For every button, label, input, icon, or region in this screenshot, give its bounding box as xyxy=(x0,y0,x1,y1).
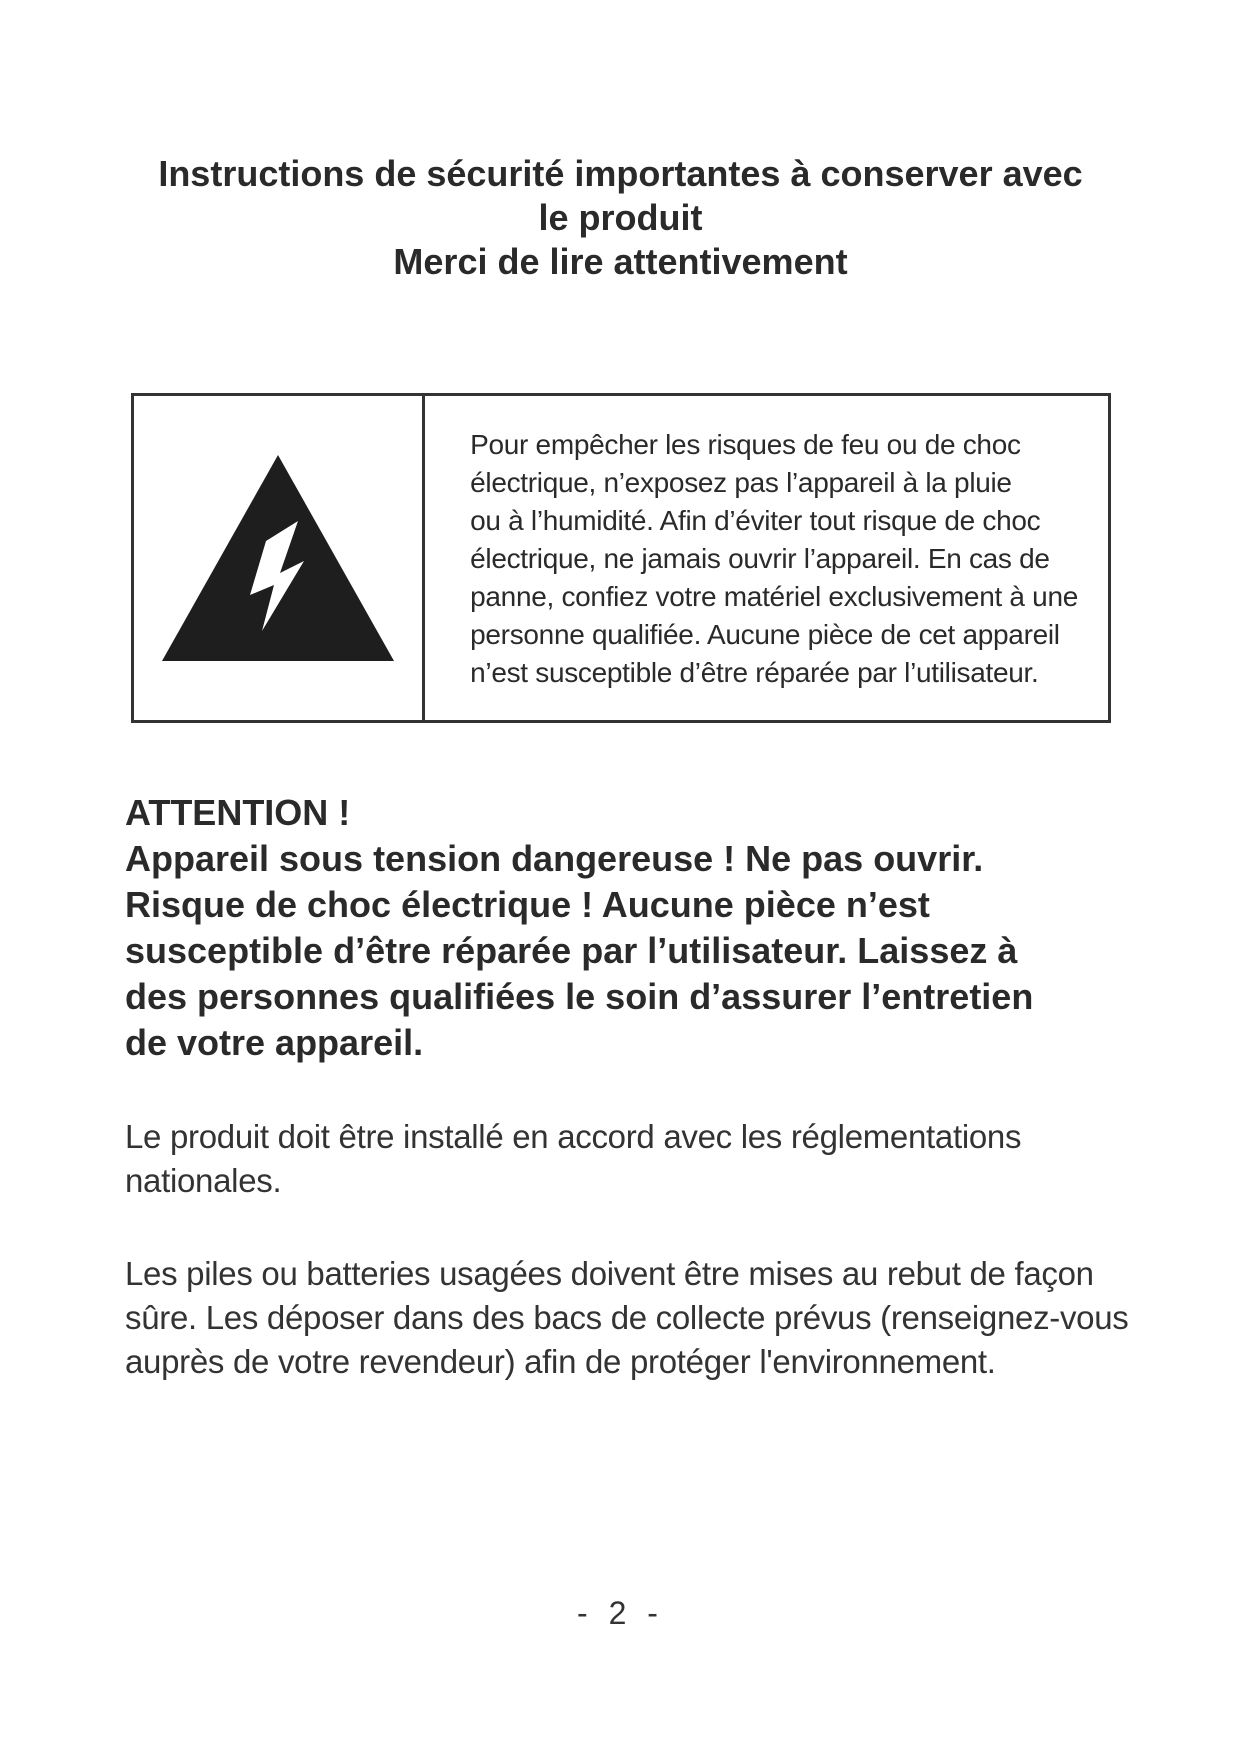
warning-text-line: Pour empêcher les risques de feu ou de choc xyxy=(470,429,1021,460)
warning-box xyxy=(131,393,1111,723)
attention-block xyxy=(125,790,1125,1066)
title-line-2: le produit xyxy=(538,197,703,238)
warning-icon-cell xyxy=(134,396,425,720)
page-number: - 2 - xyxy=(577,1595,664,1631)
warning-text-line: personne qualifiée. Aucune pièce de cet appareil xyxy=(470,619,1060,650)
batteries-paragraph xyxy=(125,1252,1135,1384)
warning-text-line: n’est susceptible d’être réparée par l’utilisateur. xyxy=(470,657,1039,688)
paragraph-line: sûre. Les déposer dans des bacs de collecte prévus (renseignez-vous xyxy=(125,1299,1129,1336)
attention-line: de votre appareil. xyxy=(125,1022,424,1063)
attention-line: des personnes qualifiées le soin d’assurer l’entretien xyxy=(125,976,1034,1017)
paragraph-line: Les piles ou batteries usagées doivent être mises au rebut de façon xyxy=(125,1255,1094,1292)
installation-paragraph xyxy=(125,1115,1135,1203)
warning-text xyxy=(425,396,1108,720)
electric-shock-warning-icon xyxy=(158,451,398,666)
paragraph-line: Le produit doit être installé en accord avec les réglementations xyxy=(125,1118,1022,1155)
warning-text-line: panne, confiez votre matériel exclusivement à une xyxy=(470,581,1078,612)
attention-line: Appareil sous tension dangereuse ! Ne pas ouvrir. xyxy=(125,838,984,879)
warning-text-line: électrique, n’exposez pas l’appareil à la pluie xyxy=(470,467,1012,498)
paragraph-line: nationales. xyxy=(125,1162,282,1199)
paragraph-line: auprès de votre revendeur) afin de protéger l'environnement. xyxy=(125,1343,996,1380)
attention-heading: ATTENTION ! xyxy=(125,792,351,833)
warning-text-line: électrique, ne jamais ouvrir l’appareil. En cas de xyxy=(470,543,1050,574)
attention-line: Risque de choc électrique ! Aucune pièce n’est xyxy=(125,884,930,925)
page-title xyxy=(0,152,1241,284)
warning-text-line: ou à l’humidité. Afin d’éviter tout risque de choc xyxy=(470,505,1041,536)
title-line-3: Merci de lire attentivement xyxy=(393,241,848,282)
title-line-1: Instructions de sécurité importantes à conserver avec xyxy=(158,153,1083,194)
attention-line: susceptible d’être réparée par l’utilisateur. Laissez à xyxy=(125,930,1018,971)
